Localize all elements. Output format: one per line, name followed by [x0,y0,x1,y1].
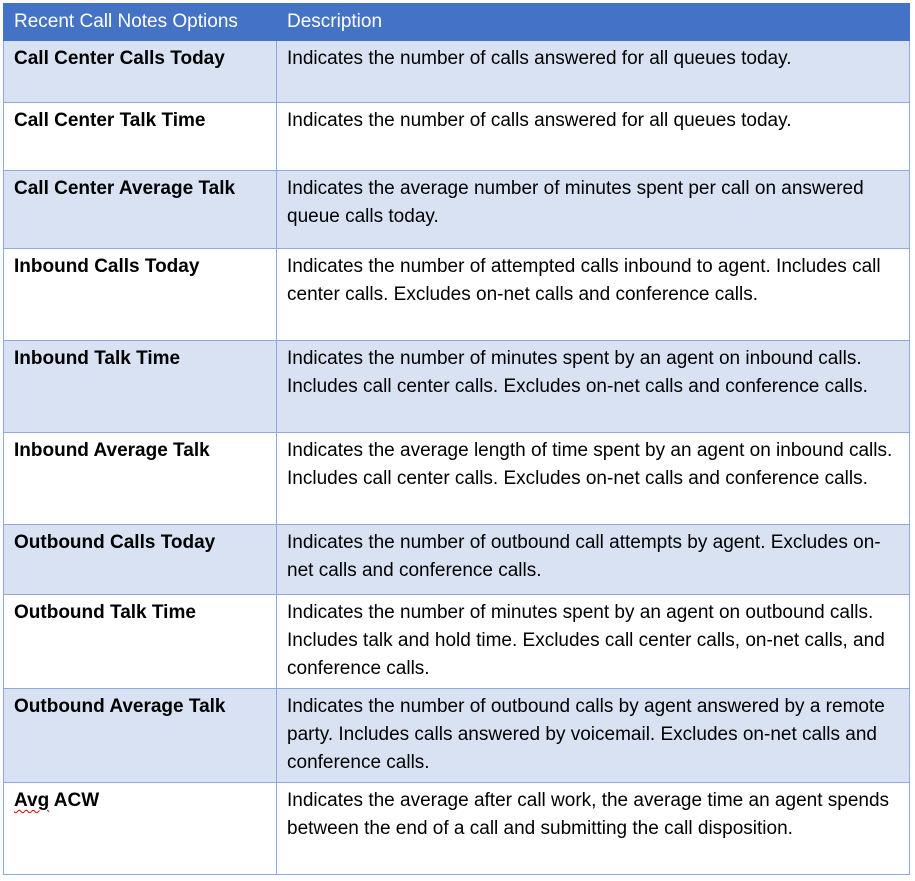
option-name: Call Center Talk Time [4,103,277,171]
option-description: Indicates the number of minutes spent by an agent on outbound calls. Includes talk and hold time. Excludes call center calls, on-net calls, and conference calls. [277,595,910,689]
option-name: Call Center Calls Today [4,41,277,103]
option-description: Indicates the number of attempted calls inbound to agent. Includes call center calls. Excludes on-net calls and conference calls. [277,249,910,341]
option-description: Indicates the number of minutes spent by an agent on inbound calls. Includes call center calls. Excludes on-net calls and conference calls. [277,341,910,433]
option-name: Inbound Calls Today [4,249,277,341]
option-name: Inbound Average Talk [4,433,277,525]
table-row [4,595,910,689]
table-row [4,433,910,525]
table-row [4,41,910,103]
option-name: Outbound Calls Today [4,525,277,595]
option-description: Indicates the average number of minutes spent per call on answered queue calls today. [277,171,910,249]
option-description: Indicates the number of outbound calls by agent answered by a remote party. Includes calls answered by voicemail. Excludes on-net calls and conference calls. [277,689,910,783]
option-description: Indicates the number of calls answered for all queues today. [277,41,910,103]
table-row [4,783,910,875]
header-options: Recent Call Notes Options [4,4,277,41]
option-description: Indicates the number of outbound call attempts by agent. Excludes on-net calls and conference calls. [277,525,910,595]
option-description: Indicates the average length of time spent by an agent on inbound calls. Includes call center calls. Excludes on-net calls and conference calls. [277,433,910,525]
option-name: Inbound Talk Time [4,341,277,433]
header-description: Description [277,4,910,41]
option-description: Indicates the number of calls answered for all queues today. [277,103,910,171]
call-notes-options-table [3,3,910,875]
option-name: Call Center Average Talk [4,171,277,249]
option-description: Indicates the average after call work, the average time an agent spends between the end of a call and submitting the call disposition. [277,783,910,875]
table-header-row [4,4,910,41]
option-name: Outbound Average Talk [4,689,277,783]
option-name [4,783,277,875]
table-row [4,171,910,249]
table-row [4,103,910,171]
option-name: Outbound Talk Time [4,595,277,689]
table-row [4,689,910,783]
option-name-suffix: ACW [49,790,100,811]
table-row [4,525,910,595]
spellcheck-flagged-word: Avg [14,790,50,811]
table-row [4,341,910,433]
table-row [4,249,910,341]
